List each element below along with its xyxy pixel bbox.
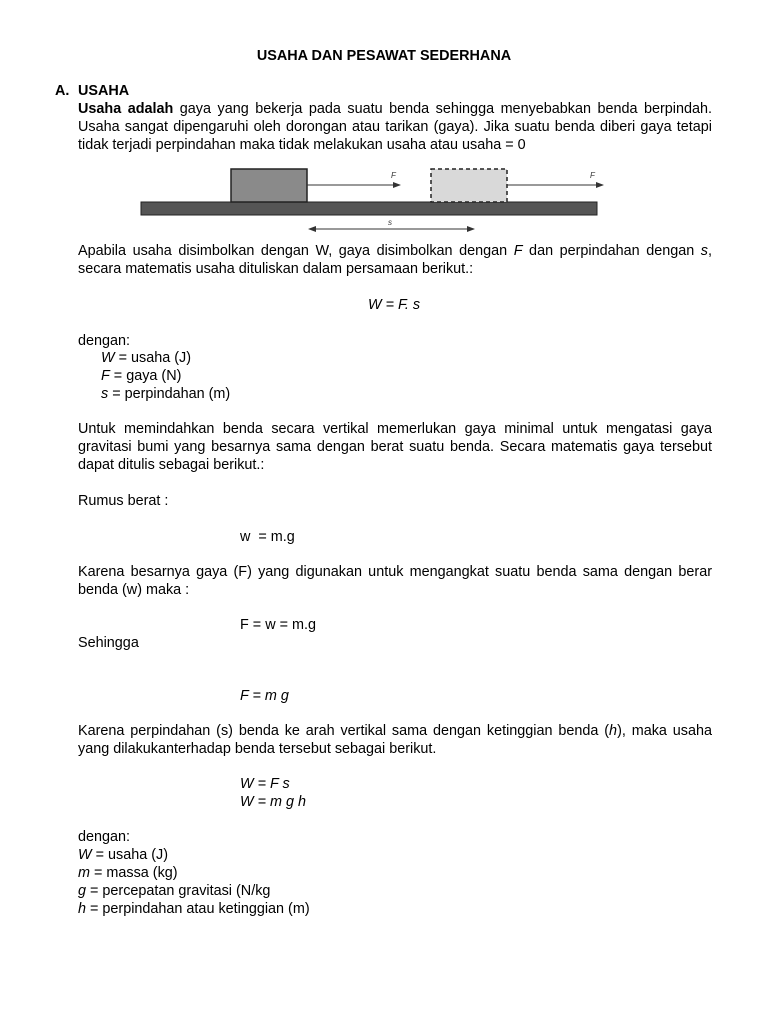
where-item: W = usaha (J) <box>78 847 168 863</box>
force-formula: F = w = m.g <box>240 617 316 633</box>
document-title: USAHA DAN PESAWAT SEDERHANA <box>256 48 512 64</box>
section-number: A. <box>55 83 70 99</box>
displacement-label: s <box>388 218 392 227</box>
main-formula: W = F. s <box>368 297 421 313</box>
where-item: F = gaya (N) <box>101 368 182 384</box>
section-title: USAHA <box>78 83 130 99</box>
weight-formula: w = m.g <box>240 529 295 545</box>
force-formula-2: F = m g <box>240 688 289 704</box>
where-item: W = usaha (J) <box>101 350 191 366</box>
force-label-1: F <box>391 171 396 180</box>
where-label-2: dengan: <box>78 829 131 845</box>
vertical-paragraph: Untuk memindahkan benda secara vertikal memerlukan gaya minimal untuk mengatasi gaya gravitasi bumi yang besarnya sama dengan berat suatu benda. Secara matematis gaya tersebut dapat ditulis sebagai berikut.: <box>78 421 712 473</box>
intro-paragraph <box>78 100 712 154</box>
where-item: h = perpindahan atau ketinggian (m) <box>78 901 310 917</box>
symbols-paragraph: Apabila usaha disimbolkan dengan W, gaya disimbolkan dengan F dan perpindahan dengan s, secara matematis usaha dituliskan dalam persamaan berikut.: <box>78 243 712 277</box>
dashed-box <box>431 169 507 202</box>
work-diagram <box>0 160 768 235</box>
force-label-2: F <box>590 171 595 180</box>
so-label: Sehingga <box>78 635 139 651</box>
section-heading <box>55 82 129 100</box>
solid-box <box>231 169 307 202</box>
height-paragraph: Karena perpindahan (s) benda ke arah vertikal sama dengan ketinggian benda (h), maka usaha yang dilakukanterhadap benda tersebut sebagai berikut. <box>78 723 712 757</box>
weight-label: Rumus berat : <box>78 493 169 509</box>
where-item: g = percepatan gravitasi (N/kg <box>78 883 271 899</box>
where-item: s = perpindahan (m) <box>101 386 231 402</box>
work-formula-1: W = F s <box>240 776 290 792</box>
intro-text: gaya yang bekerja pada suatu benda sehingga menyebabkan benda berpindah. Usaha sangat dipengaruhi oleh dorongan atau tarikan (gaya). Jika suatu benda diberi gaya tetapi tidak terjadi perpindahan maka tidak melakukan usaha atau usaha = 0 <box>78 101 713 153</box>
intro-lead: Usaha adalah <box>78 101 174 117</box>
because-paragraph: Karena besarnya gaya (F) yang digunakan untuk mengangkat suatu benda sama dengan berar benda (w) maka : <box>78 564 712 598</box>
work-formula-2: W = m g h <box>240 794 306 810</box>
where-label-1: dengan: <box>78 333 131 349</box>
where-item: m = massa (kg) <box>78 865 178 881</box>
ground-surface <box>141 202 597 215</box>
